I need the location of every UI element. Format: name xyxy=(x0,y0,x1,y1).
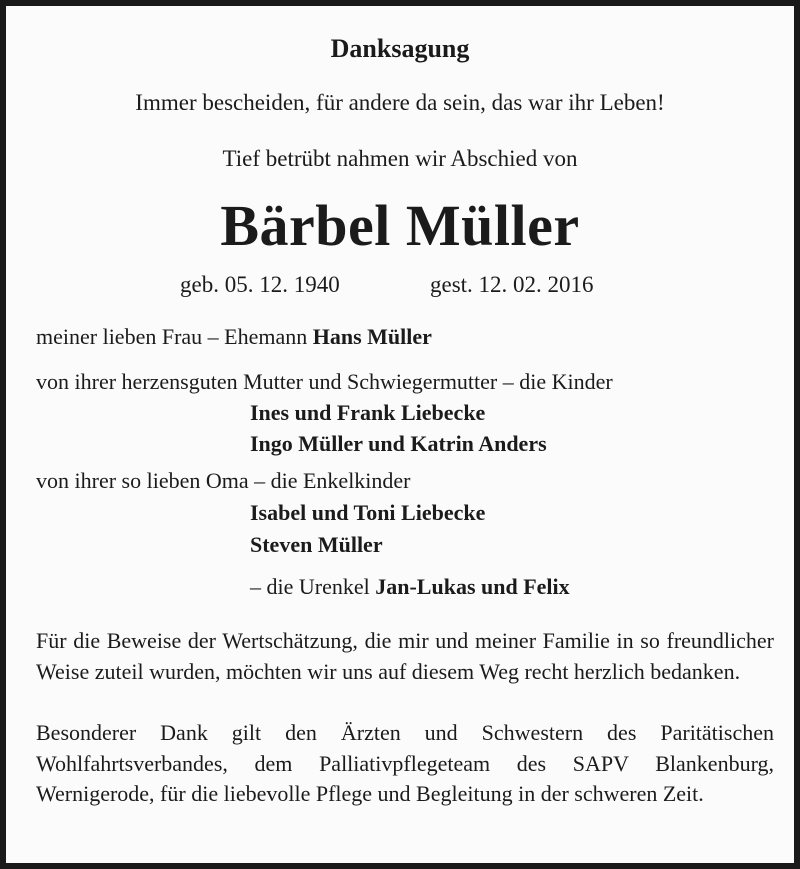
grandchildren-prefix: von ihrer so lieben Oma – die Enkelkinder xyxy=(36,468,411,493)
great-grandchildren-names: Jan-Lukas und Felix xyxy=(375,574,570,599)
spouse-prefix: meiner lieben Frau – Ehemann xyxy=(36,324,308,349)
great-grandchildren-prefix: – die Urenkel xyxy=(250,574,370,599)
spouse-line xyxy=(36,324,432,350)
child-family-1: Ines und Frank Liebecke xyxy=(250,400,486,425)
deceased-name: Bärbel Müller xyxy=(220,193,580,258)
notice-intro: Tief betrübt nahmen wir Abschied von xyxy=(222,146,578,171)
death-date: gest. 12. 02. 2016 xyxy=(430,272,594,297)
grandchild-2: Steven Müller xyxy=(250,532,383,557)
thanks-paragraph-1: Für die Beweise der Wertschätzung, die mir und meiner Familie in so freundlicher Weise zuteil wurden, möchten wir uns auf diesem Weg recht herzlich bedanken. xyxy=(36,628,774,684)
notice-motto: Immer bescheiden, für andere da sein, das war ihr Leben! xyxy=(135,90,665,115)
child-family-2: Ingo Müller und Katrin Anders xyxy=(250,431,547,456)
grandchild-1: Isabel und Toni Liebecke xyxy=(250,500,486,525)
children-prefix: von ihrer herzensguten Mutter und Schwiegermutter – die Kinder xyxy=(36,369,613,394)
great-grandchildren-line xyxy=(250,574,570,600)
spouse-name: Hans Müller xyxy=(312,324,432,349)
thanks-paragraph-2: Besonderer Dank gilt den Ärzten und Schwestern des Paritätischen Wohlfahrtsverbandes, dem Palliativpflegeteam des SAPV Blankenburg, Wernigerode, für die liebevolle Pflege und Begleitung in der schweren Zeit. xyxy=(36,720,774,806)
birth-date: geb. 05. 12. 1940 xyxy=(180,272,340,297)
notice-title: Danksagung xyxy=(330,34,470,63)
